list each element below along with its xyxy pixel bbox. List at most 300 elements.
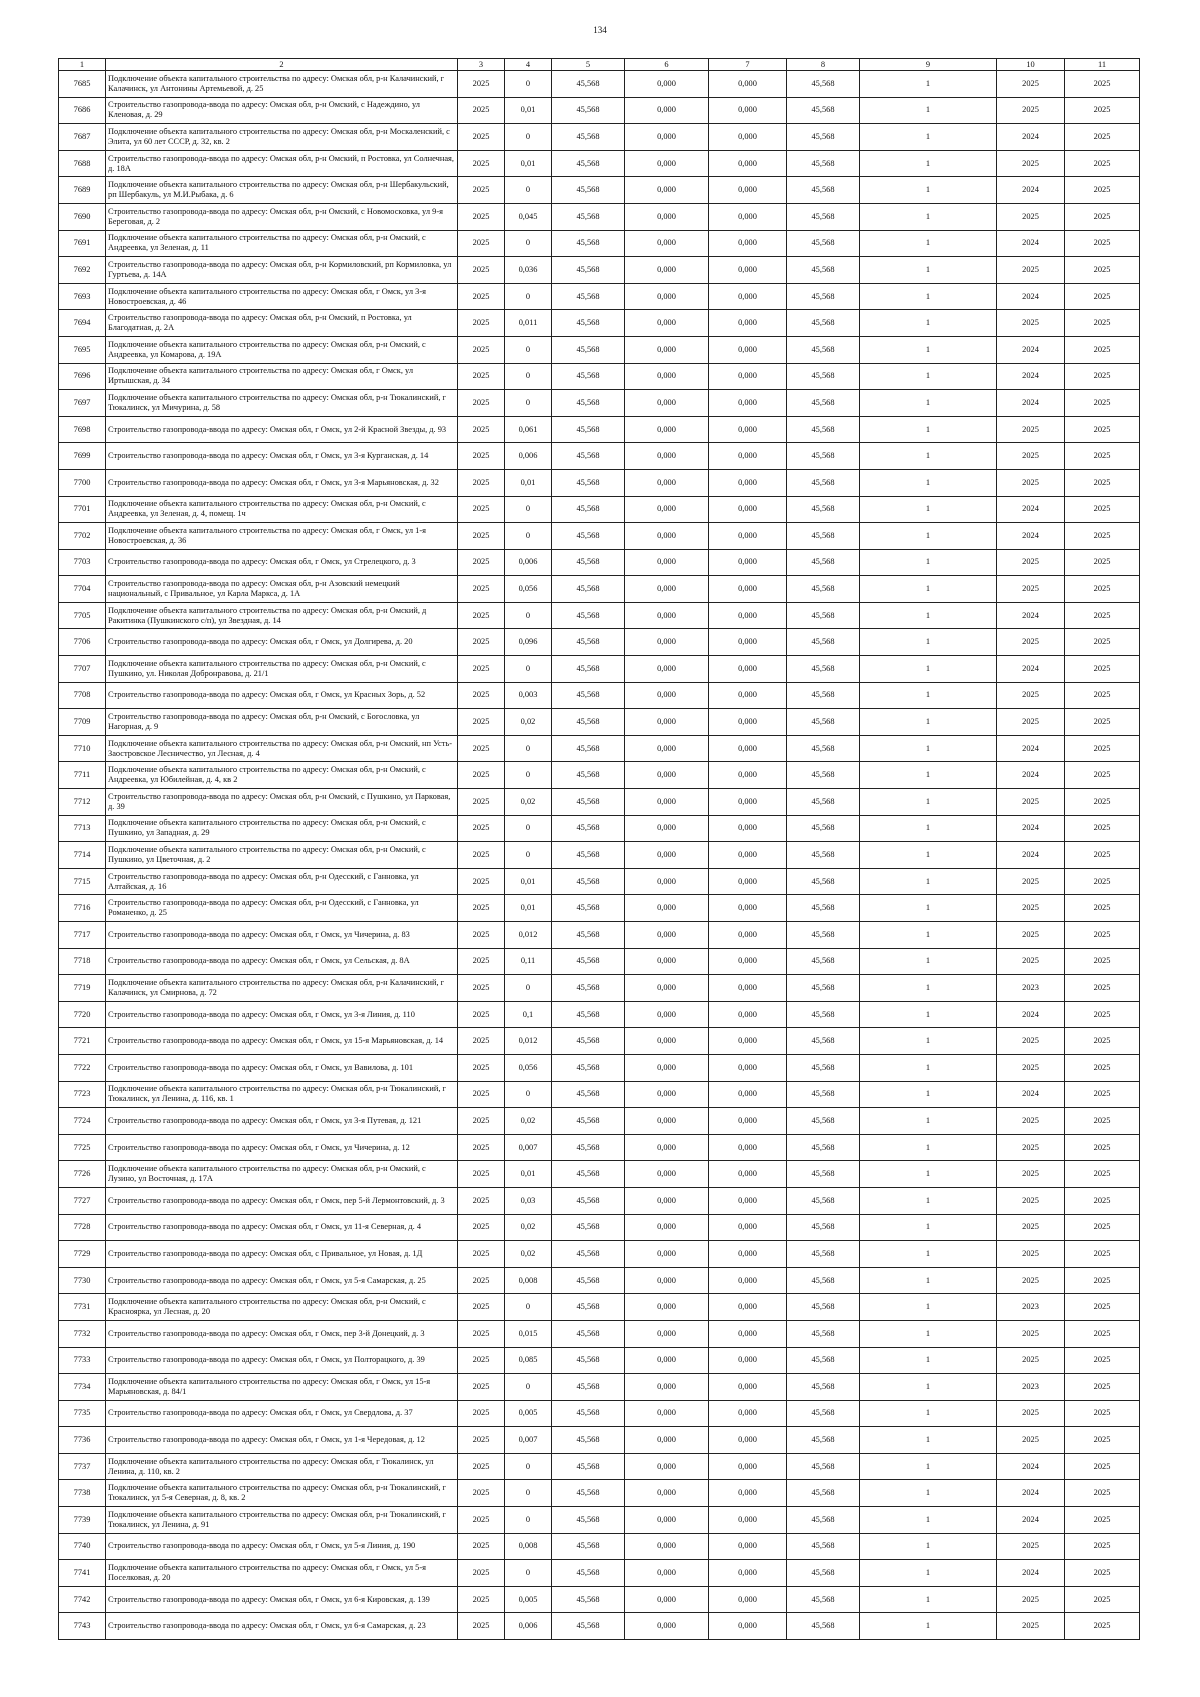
table-cell: 45,568 <box>787 922 860 949</box>
table-row <box>59 1533 1140 1560</box>
table-cell: 0,000 <box>709 1347 787 1374</box>
table-cell: 0,000 <box>625 789 709 816</box>
table-cell: 0,000 <box>625 363 709 390</box>
table-cell: 0,000 <box>709 71 787 98</box>
table-cell: 0,005 <box>505 1586 552 1613</box>
table-cell: 2025 <box>997 1320 1065 1347</box>
table-cell: 2025 <box>1065 97 1140 124</box>
table-row <box>59 948 1140 975</box>
table-cell: 7723 <box>59 1081 106 1108</box>
table-cell: 0,061 <box>505 416 552 443</box>
table-cell: 0 <box>505 283 552 310</box>
table-cell: 0,000 <box>625 283 709 310</box>
table-cell: 2025 <box>997 469 1065 496</box>
table-cell: 0,000 <box>625 922 709 949</box>
table-cell: 1 <box>860 1347 997 1374</box>
table-cell: 1 <box>860 1134 997 1161</box>
table-cell: 7715 <box>59 868 106 895</box>
table-cell: 2025 <box>1065 1374 1140 1401</box>
table-row <box>59 602 1140 629</box>
table-cell: 2024 <box>997 496 1065 523</box>
table-cell: 45,568 <box>787 283 860 310</box>
table-cell: 2025 <box>458 150 505 177</box>
table-cell: 45,568 <box>787 549 860 576</box>
table-cell: 0,000 <box>625 1054 709 1081</box>
table-cell: 45,568 <box>787 868 860 895</box>
table-row <box>59 1294 1140 1321</box>
column-header: 4 <box>505 59 552 71</box>
table-cell: 7704 <box>59 576 106 603</box>
table-cell: 0,000 <box>709 203 787 230</box>
table-cell: 0,000 <box>709 177 787 204</box>
table-cell: 45,568 <box>787 1480 860 1507</box>
table-cell: 1 <box>860 1187 997 1214</box>
table-row <box>59 1267 1140 1294</box>
table-cell: 2023 <box>997 975 1065 1002</box>
table-cell: 45,568 <box>787 1081 860 1108</box>
table-cell: 45,568 <box>552 842 625 869</box>
cell-description: Подключение объекта капитального строительства по адресу: Омская обл, р-н Омский, нп Усть-Заостровское Лесничество, ул Лесная, д. 4 <box>106 735 458 762</box>
table-cell: 2024 <box>997 177 1065 204</box>
table-row <box>59 815 1140 842</box>
table-cell: 2025 <box>458 815 505 842</box>
table-cell: 2025 <box>458 682 505 709</box>
table-cell: 0,000 <box>625 1320 709 1347</box>
cell-description: Подключение объекта капитального строительства по адресу: Омская обл, г Омск, ул 3-я Новостроевская, д. 46 <box>106 283 458 310</box>
table-row <box>59 283 1140 310</box>
table-cell: 1 <box>860 1320 997 1347</box>
table-cell: 2025 <box>458 1241 505 1268</box>
table-cell: 0 <box>505 336 552 363</box>
table-cell: 2025 <box>997 97 1065 124</box>
table-cell: 0,000 <box>709 336 787 363</box>
table-cell: 45,568 <box>787 97 860 124</box>
table-cell: 45,568 <box>552 523 625 550</box>
cell-description: Строительство газопровода-ввода по адресу: Омская обл, г Омск, ул Сельская, д. 8А <box>106 948 458 975</box>
table-cell: 0,000 <box>709 629 787 656</box>
table-row <box>59 1374 1140 1401</box>
table-cell: 0,01 <box>505 469 552 496</box>
table-cell: 2025 <box>1065 1028 1140 1055</box>
table-cell: 0,000 <box>709 842 787 869</box>
table-cell: 1 <box>860 310 997 337</box>
table-cell: 2025 <box>997 948 1065 975</box>
table-cell: 0,012 <box>505 922 552 949</box>
table-cell: 0,000 <box>625 842 709 869</box>
table-cell: 0,000 <box>625 735 709 762</box>
table-cell: 45,568 <box>552 1347 625 1374</box>
table-cell: 1 <box>860 576 997 603</box>
table-cell: 0,000 <box>625 762 709 789</box>
table-cell: 45,568 <box>552 602 625 629</box>
table-cell: 0,008 <box>505 1267 552 1294</box>
table-cell: 0 <box>505 1081 552 1108</box>
table-cell: 7703 <box>59 549 106 576</box>
table-cell: 45,568 <box>552 762 625 789</box>
cell-description: Строительство газопровода-ввода по адресу: Омская обл, г Омск, ул 3-я Путевая, д. 121 <box>106 1108 458 1135</box>
table-cell: 2025 <box>997 709 1065 736</box>
table-cell: 0,000 <box>625 1533 709 1560</box>
table-cell: 7686 <box>59 97 106 124</box>
table-cell: 2025 <box>458 496 505 523</box>
table-cell: 2024 <box>997 1507 1065 1534</box>
table-cell: 7691 <box>59 230 106 257</box>
cell-description: Подключение объекта капитального строительства по адресу: Омская обл, р-н Москаленский, с Элита, ул 60 лет СССР, д. 32, кв. 2 <box>106 124 458 151</box>
cell-description: Строительство газопровода-ввода по адресу: Омская обл, с Привальное, ул Новая, д. 1Д <box>106 1241 458 1268</box>
table-cell: 45,568 <box>787 709 860 736</box>
table-row <box>59 789 1140 816</box>
table-cell: 2025 <box>997 549 1065 576</box>
table-row <box>59 71 1140 98</box>
table-cell: 45,568 <box>552 1507 625 1534</box>
table-cell: 2024 <box>997 283 1065 310</box>
table-cell: 0,000 <box>625 71 709 98</box>
cell-description: Подключение объекта капитального строительства по адресу: Омская обл, р-н Шербакульский, рп Шербакуль, ул М.И.Рыбака, д. 6 <box>106 177 458 204</box>
table-cell: 2025 <box>1065 1214 1140 1241</box>
table-cell: 0,000 <box>709 682 787 709</box>
table-cell: 0,056 <box>505 1054 552 1081</box>
table-body <box>59 71 1140 1640</box>
table-cell: 1 <box>860 948 997 975</box>
table-cell: 1 <box>860 1054 997 1081</box>
table-cell: 0 <box>505 1374 552 1401</box>
table-cell: 7693 <box>59 283 106 310</box>
table-cell: 0 <box>505 177 552 204</box>
table-cell: 7710 <box>59 735 106 762</box>
table-cell: 0,000 <box>625 948 709 975</box>
table-cell: 2025 <box>1065 177 1140 204</box>
table-cell: 0,02 <box>505 1214 552 1241</box>
table-cell: 2025 <box>1065 815 1140 842</box>
table-cell: 2025 <box>1065 1108 1140 1135</box>
table-cell: 45,568 <box>787 1001 860 1028</box>
table-cell: 0 <box>505 842 552 869</box>
table-cell: 0 <box>505 390 552 417</box>
table-cell: 2024 <box>997 602 1065 629</box>
table-cell: 2025 <box>1065 257 1140 284</box>
table-cell: 2025 <box>458 203 505 230</box>
table-cell: 0,000 <box>709 1427 787 1454</box>
page-number: 134 <box>593 25 607 35</box>
table-row <box>59 203 1140 230</box>
table-cell: 2025 <box>1065 1613 1140 1640</box>
table-cell: 0,000 <box>709 709 787 736</box>
table-cell: 1 <box>860 1560 997 1587</box>
cell-description: Подключение объекта капитального строительства по адресу: Омская обл, р-н Тюкалинский, г Тюкалинск, ул Ленина, д. 116, кв. 1 <box>106 1081 458 1108</box>
table-cell: 0 <box>505 975 552 1002</box>
table-cell: 2025 <box>1065 842 1140 869</box>
table-cell: 0,000 <box>625 975 709 1002</box>
table-cell: 0,000 <box>709 1374 787 1401</box>
table-cell: 0,000 <box>625 1347 709 1374</box>
table-cell: 45,568 <box>552 336 625 363</box>
table-cell: 2025 <box>1065 868 1140 895</box>
table-cell: 7694 <box>59 310 106 337</box>
table-cell: 7721 <box>59 1028 106 1055</box>
table-cell: 0,000 <box>625 1507 709 1534</box>
column-header: 6 <box>625 59 709 71</box>
table-cell: 0 <box>505 1453 552 1480</box>
table-cell: 7738 <box>59 1480 106 1507</box>
table-cell: 1 <box>860 1001 997 1028</box>
table-cell: 2025 <box>458 283 505 310</box>
table-cell: 45,568 <box>552 124 625 151</box>
table-cell: 7735 <box>59 1400 106 1427</box>
table-cell: 0,02 <box>505 789 552 816</box>
table-cell: 0,007 <box>505 1427 552 1454</box>
table-cell: 2025 <box>1065 1054 1140 1081</box>
table-cell: 45,568 <box>787 1294 860 1321</box>
table-cell: 2025 <box>458 1108 505 1135</box>
table-row <box>59 656 1140 683</box>
table-cell: 1 <box>860 709 997 736</box>
table-cell: 0,045 <box>505 203 552 230</box>
table-cell: 2023 <box>997 1294 1065 1321</box>
table-cell: 45,568 <box>552 283 625 310</box>
cell-description: Подключение объекта капитального строительства по адресу: Омская обл, г Омск, ул Иртышская, д. 34 <box>106 363 458 390</box>
table-cell: 1 <box>860 975 997 1002</box>
table-cell: 2025 <box>1065 656 1140 683</box>
table-cell: 0,000 <box>625 549 709 576</box>
table-cell: 0,000 <box>709 1507 787 1534</box>
cell-description: Строительство газопровода-ввода по адресу: Омская обл, р-н Одесский, с Ганновка, ул Романенко, д. 25 <box>106 895 458 922</box>
table-cell: 7714 <box>59 842 106 869</box>
table-cell: 45,568 <box>552 868 625 895</box>
cell-description: Строительство газопровода-ввода по адресу: Омская обл, р-н Кормиловский, рп Кормиловка, ул Гуртьева, д. 14А <box>106 257 458 284</box>
table-row <box>59 1054 1140 1081</box>
table-cell: 0,000 <box>709 1586 787 1613</box>
table-cell: 2025 <box>458 1054 505 1081</box>
table-cell: 45,568 <box>787 629 860 656</box>
table-cell: 2025 <box>1065 1187 1140 1214</box>
table-cell: 0,056 <box>505 576 552 603</box>
table-cell: 2025 <box>1065 150 1140 177</box>
cell-description: Строительство газопровода-ввода по адресу: Омская обл, г Омск, ул Красных Зорь, д. 52 <box>106 682 458 709</box>
table-cell: 45,568 <box>552 1161 625 1188</box>
table-cell: 45,568 <box>552 496 625 523</box>
table-cell: 45,568 <box>787 1267 860 1294</box>
cell-description: Подключение объекта капитального строительства по адресу: Омская обл, р-н Тюкалинский, г Тюкалинск, ул Мичурина, д. 58 <box>106 390 458 417</box>
table-cell: 2025 <box>997 629 1065 656</box>
cell-description: Подключение объекта капитального строительства по адресу: Омская обл, г Омск, ул 1-я Новостроевская, д. 36 <box>106 523 458 550</box>
table-row <box>59 390 1140 417</box>
table-cell: 0,000 <box>625 1453 709 1480</box>
table-cell: 45,568 <box>787 602 860 629</box>
cell-description: Строительство газопровода-ввода по адресу: Омская обл, г Омск, ул Стрелецкого, д. 3 <box>106 549 458 576</box>
table-cell: 2025 <box>997 789 1065 816</box>
table-cell: 7733 <box>59 1347 106 1374</box>
table-cell: 0 <box>505 1560 552 1587</box>
table-cell: 0,000 <box>709 656 787 683</box>
table-cell: 45,568 <box>552 1613 625 1640</box>
table-cell: 2025 <box>458 523 505 550</box>
table-cell: 45,568 <box>787 789 860 816</box>
table-cell: 2025 <box>997 71 1065 98</box>
table-cell: 45,568 <box>552 656 625 683</box>
table-cell: 2025 <box>1065 1134 1140 1161</box>
table-cell: 45,568 <box>787 523 860 550</box>
table-cell: 2025 <box>458 416 505 443</box>
table-cell: 0 <box>505 815 552 842</box>
table-cell: 0,000 <box>625 1267 709 1294</box>
table-cell: 45,568 <box>552 1081 625 1108</box>
table-cell: 0,000 <box>709 576 787 603</box>
table-cell: 45,568 <box>552 1108 625 1135</box>
table-cell: 45,568 <box>552 1187 625 1214</box>
table-cell: 45,568 <box>552 1320 625 1347</box>
table-row <box>59 975 1140 1002</box>
table-cell: 45,568 <box>552 895 625 922</box>
table-cell: 2024 <box>997 735 1065 762</box>
cell-description: Строительство газопровода-ввода по адресу: Омская обл, р-н Одесский, с Ганновка, ул Алтайская, д. 16 <box>106 868 458 895</box>
table-cell: 45,568 <box>552 1374 625 1401</box>
table-cell: 2025 <box>997 443 1065 470</box>
table-cell: 0,01 <box>505 97 552 124</box>
table-row <box>59 1187 1140 1214</box>
cell-description: Подключение объекта капитального строительства по адресу: Омская обл, р-н Омский, д Ракитинка (Пушкинского с/п), ул Звездная, д. 14 <box>106 602 458 629</box>
table-cell: 2025 <box>458 390 505 417</box>
table-cell: 0,000 <box>709 922 787 949</box>
table-cell: 2025 <box>458 549 505 576</box>
table-cell: 2025 <box>458 602 505 629</box>
table-row <box>59 230 1140 257</box>
table-cell: 7734 <box>59 1374 106 1401</box>
table-row <box>59 1108 1140 1135</box>
cell-description: Подключение объекта капитального строительства по адресу: Омская обл, р-н Калачинский, г Калачинск, ул Антонины Артемьевой, д. 25 <box>106 71 458 98</box>
table-cell: 45,568 <box>787 1427 860 1454</box>
table-cell: 0,000 <box>709 1560 787 1587</box>
table-cell: 1 <box>860 71 997 98</box>
cell-description: Строительство газопровода-ввода по адресу: Омская обл, г Омск, ул 2-й Красной Звезды, д. 93 <box>106 416 458 443</box>
table-cell: 2025 <box>458 948 505 975</box>
table-cell: 0,000 <box>709 124 787 151</box>
table-cell: 45,568 <box>552 815 625 842</box>
table-cell: 45,568 <box>552 682 625 709</box>
table-cell: 1 <box>860 390 997 417</box>
table-cell: 45,568 <box>787 469 860 496</box>
table-cell: 0,000 <box>625 656 709 683</box>
table-cell: 45,568 <box>552 1134 625 1161</box>
table-row <box>59 1001 1140 1028</box>
column-header: 9 <box>860 59 997 71</box>
table-cell: 2023 <box>997 1374 1065 1401</box>
table-row <box>59 842 1140 869</box>
table-cell: 2025 <box>458 257 505 284</box>
table-cell: 2025 <box>458 975 505 1002</box>
table-cell: 45,568 <box>787 1028 860 1055</box>
table-cell: 0,000 <box>625 1427 709 1454</box>
table-row <box>59 124 1140 151</box>
table-cell: 0 <box>505 656 552 683</box>
table-cell: 0,000 <box>625 416 709 443</box>
table-cell: 45,568 <box>552 1241 625 1268</box>
table-cell: 2025 <box>1065 1560 1140 1587</box>
table-cell: 2024 <box>997 842 1065 869</box>
cell-description: Строительство газопровода-ввода по адресу: Омская обл, р-н Омский, п Ростовка, ул Благодатная, д. 2А <box>106 310 458 337</box>
table-cell: 2024 <box>997 230 1065 257</box>
table-cell: 2025 <box>997 1108 1065 1135</box>
table-cell: 0,000 <box>625 602 709 629</box>
table-cell: 2025 <box>1065 71 1140 98</box>
table-cell: 2025 <box>997 1267 1065 1294</box>
table-cell: 1 <box>860 150 997 177</box>
table-cell: 0,000 <box>625 150 709 177</box>
table-cell: 1 <box>860 735 997 762</box>
table-cell: 1 <box>860 1533 997 1560</box>
table-cell: 2025 <box>997 1586 1065 1613</box>
table-row <box>59 576 1140 603</box>
table-cell: 2025 <box>1065 1400 1140 1427</box>
table-cell: 2024 <box>997 336 1065 363</box>
cell-description: Строительство газопровода-ввода по адресу: Омская обл, г Омск, ул 3-я Курганская, д. 14 <box>106 443 458 470</box>
table-cell: 2025 <box>1065 1533 1140 1560</box>
cell-description: Строительство газопровода-ввода по адресу: Омская обл, г Омск, пер 5-й Лермонтовский, д. 3 <box>106 1187 458 1214</box>
table-cell: 0 <box>505 1480 552 1507</box>
cell-description: Подключение объекта капитального строительства по адресу: Омская обл, г Омск, ул 5-я Поселковая, д. 20 <box>106 1560 458 1587</box>
table-cell: 1 <box>860 1108 997 1135</box>
table-cell: 0,000 <box>709 1081 787 1108</box>
table-cell: 0 <box>505 230 552 257</box>
table-cell: 0,000 <box>709 1028 787 1055</box>
table-cell: 0,000 <box>709 443 787 470</box>
table-cell: 0,015 <box>505 1320 552 1347</box>
table-cell: 2025 <box>1065 735 1140 762</box>
cell-description: Строительство газопровода-ввода по адресу: Омская обл, г Омск, ул 3-я Марьяновская, д. 32 <box>106 469 458 496</box>
table-cell: 0 <box>505 363 552 390</box>
table-cell: 2025 <box>458 709 505 736</box>
table-cell: 2025 <box>1065 496 1140 523</box>
table-cell: 7692 <box>59 257 106 284</box>
table-cell: 0,000 <box>625 1134 709 1161</box>
table-cell: 1 <box>860 1400 997 1427</box>
table-cell: 2024 <box>997 523 1065 550</box>
table-cell: 45,568 <box>552 469 625 496</box>
table-row <box>59 416 1140 443</box>
table-cell: 2025 <box>458 1533 505 1560</box>
table-cell: 2025 <box>458 230 505 257</box>
table-cell: 0 <box>505 602 552 629</box>
table-cell: 0,000 <box>709 1214 787 1241</box>
table-cell: 0,000 <box>709 390 787 417</box>
table-cell: 1 <box>860 1294 997 1321</box>
table-cell: 2025 <box>458 656 505 683</box>
table-cell: 45,568 <box>787 443 860 470</box>
table-cell: 0 <box>505 523 552 550</box>
table-cell: 1 <box>860 1586 997 1613</box>
table-cell: 2025 <box>997 1400 1065 1427</box>
table-cell: 1 <box>860 203 997 230</box>
table-cell: 2025 <box>458 1586 505 1613</box>
table-cell: 2025 <box>458 1028 505 1055</box>
table-cell: 0,000 <box>709 257 787 284</box>
table-cell: 0,000 <box>625 682 709 709</box>
column-header: 3 <box>458 59 505 71</box>
table-row <box>59 1507 1140 1534</box>
table-cell: 2025 <box>458 336 505 363</box>
table-cell: 7736 <box>59 1427 106 1454</box>
table-row <box>59 150 1140 177</box>
table-cell: 45,568 <box>787 1134 860 1161</box>
table-cell: 2025 <box>997 310 1065 337</box>
table-cell: 2025 <box>997 1427 1065 1454</box>
table-cell: 0,006 <box>505 549 552 576</box>
table-cell: 45,568 <box>552 1533 625 1560</box>
table-cell: 2025 <box>997 1347 1065 1374</box>
table-cell: 2025 <box>458 1294 505 1321</box>
table-cell: 0,000 <box>625 1028 709 1055</box>
table-cell: 45,568 <box>787 1613 860 1640</box>
table-cell: 2025 <box>1065 336 1140 363</box>
